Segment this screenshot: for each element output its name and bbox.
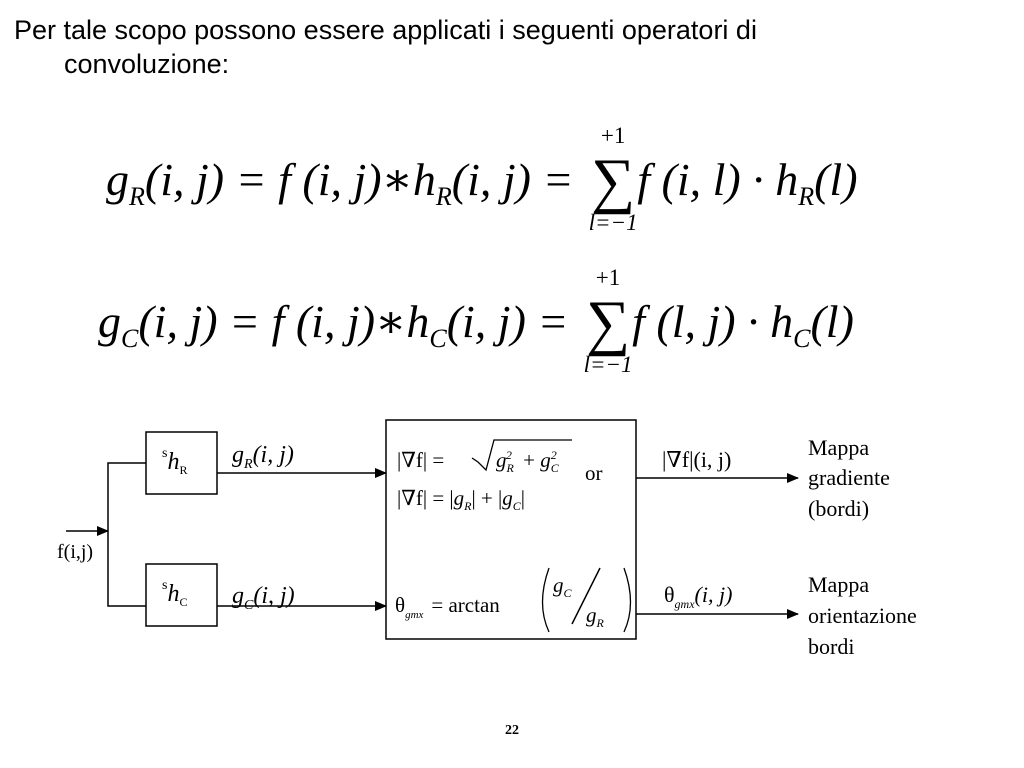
gradient-map-label-2: gradiente xyxy=(808,465,890,490)
svg-text:gR: $g_R$ xyxy=(586,603,604,630)
gradient-magnitude-formula: |∇f| = xyxy=(397,448,445,472)
page-number: 22 xyxy=(505,723,519,738)
gradient-map-label-1: Mappa xyxy=(808,435,870,460)
left-paren xyxy=(543,568,550,632)
right-paren xyxy=(624,568,631,632)
intro-line-1: Per tale scopo possono essere applicati i seguenti operatori di xyxy=(14,15,757,45)
orientation-map-label-1: Mappa xyxy=(808,572,870,597)
gradient-map-label-3: (bordi) xyxy=(808,496,870,521)
filter-c-label: $sh_C$ xyxy=(162,578,188,609)
summation-symbol: ∑ +1 l=−1 xyxy=(588,123,638,235)
or-label: or xyxy=(585,461,603,485)
input-label: f(i,j) xyxy=(57,541,94,563)
orientation-formula: $\theta_{gmx} = \arctan$ xyxy=(395,593,500,621)
filter-r-label: $sh_R$ xyxy=(162,446,188,477)
orientation-output-label: $\theta_{gmx}(i$, j) xyxy=(664,582,733,611)
gc-signal-label: $g_C(i$, j) xyxy=(232,583,295,613)
gradient-output-label: |∇f|(i, j) xyxy=(662,447,732,472)
orientation-map-label-2: orientazione xyxy=(808,603,917,628)
gr-signal-label: $g_R(i$, j) xyxy=(232,442,294,472)
summation-symbol: ∑ +1 l=−1 xyxy=(583,265,633,377)
equation-row-convolution: $g_R(i$, j) = f (i, $j)∗h_R(i$, j) = ∑ +1 l=−1 f (i, $l) \cdot h_R(l)$ xyxy=(106,123,858,235)
branch-line-bottom xyxy=(108,531,146,606)
svg-text:gR2 + gC2: $g_R2 + g_C2$ xyxy=(496,448,559,475)
branch-line-top xyxy=(108,463,146,531)
gradient-approx-formula: $|\nabla f| = |g_R| + |g_C|$ xyxy=(397,486,525,513)
equation-column-convolution: $g_C(i$, j) = f (i, $j)∗h_C(i$, j) = ∑ +1 l=−1 f (l, $j) \cdot h_C(l)$ xyxy=(98,265,854,377)
svg-text:gC: $g_C$ xyxy=(553,573,572,600)
intro-line-2: convoluzione: xyxy=(64,48,230,79)
orientation-map-label-3: bordi xyxy=(808,634,855,659)
